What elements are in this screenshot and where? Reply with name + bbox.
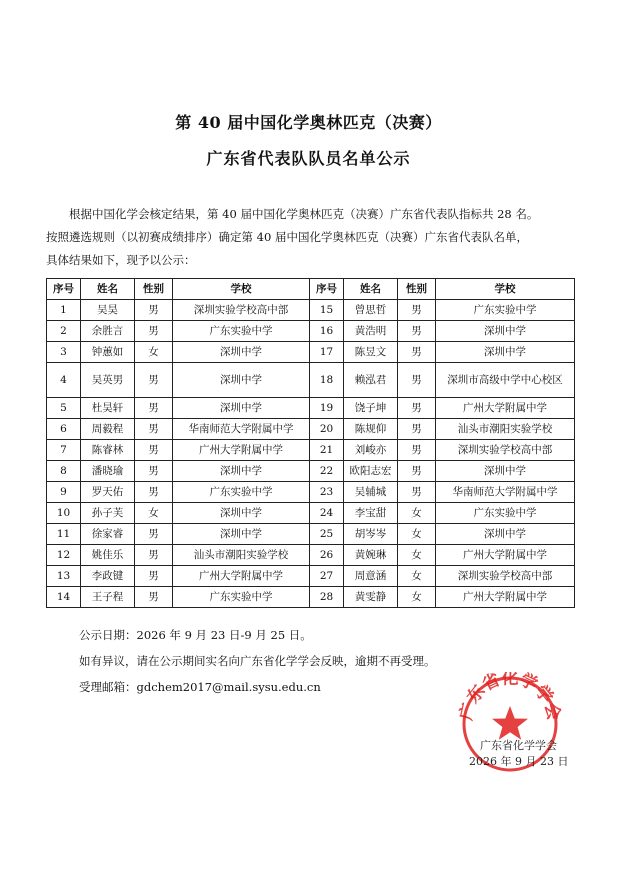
- cell-name: 姚佳乐: [81, 545, 135, 566]
- cell-gender-2: 男: [398, 419, 436, 440]
- header-index: 序号: [47, 279, 81, 300]
- cell-index: 6: [47, 419, 81, 440]
- footer-notes: [79, 622, 436, 700]
- header-gender-2: 性别: [398, 279, 436, 300]
- cell-name-2: 饶子坤: [344, 398, 398, 419]
- cell-gender: 男: [135, 587, 173, 608]
- table-row: [47, 545, 575, 566]
- cell-school: 广州大学附属中学: [173, 440, 310, 461]
- cell-school: 深圳中学: [173, 342, 310, 363]
- cell-school: 深圳中学: [173, 503, 310, 524]
- cell-index: 9: [47, 482, 81, 503]
- cell-school-2: 深圳中学: [436, 461, 575, 482]
- cell-index-2: 26: [310, 545, 344, 566]
- table-row: [47, 342, 575, 363]
- cell-gender-2: 女: [398, 503, 436, 524]
- cell-index-2: 19: [310, 398, 344, 419]
- cell-school: 深圳中学: [173, 524, 310, 545]
- seal-star: [492, 706, 528, 740]
- cell-gender: 男: [135, 398, 173, 419]
- intro-line-1: 根据中国化学会核定结果，第 40 届中国化学奥林匹克（决赛）广东省代表队指标共 28 名。: [69, 207, 539, 221]
- cell-index-2: 17: [310, 342, 344, 363]
- cell-name: 陈睿林: [81, 440, 135, 461]
- table-row: [47, 363, 575, 398]
- cell-gender: 男: [135, 440, 173, 461]
- cell-school-2: 深圳市高级中学中心校区: [436, 363, 575, 398]
- cell-name-2: 赖泓君: [344, 363, 398, 398]
- cell-school-2: 广州大学附属中学: [436, 398, 575, 419]
- intro-paragraph: [46, 203, 586, 272]
- seal-arc-text: 广东省化学学会: [456, 672, 564, 723]
- cell-gender: 男: [135, 545, 173, 566]
- cell-index-2: 15: [310, 300, 344, 321]
- cell-name-2: 曾思哲: [344, 300, 398, 321]
- cell-index-2: 24: [310, 503, 344, 524]
- cell-name-2: 欧阳志宏: [344, 461, 398, 482]
- cell-index-2: 22: [310, 461, 344, 482]
- table-row: [47, 503, 575, 524]
- cell-gender-2: 男: [398, 321, 436, 342]
- cell-gender: 男: [135, 461, 173, 482]
- cell-gender: 男: [135, 566, 173, 587]
- cell-gender-2: 女: [398, 587, 436, 608]
- cell-index-2: 27: [310, 566, 344, 587]
- header-school: 学校: [173, 279, 310, 300]
- document-title: 第 40 届中国化学奥林匹克（决赛）: [175, 113, 442, 132]
- table-row: [47, 566, 575, 587]
- table-row: [47, 524, 575, 545]
- cell-school: 华南师范大学附属中学: [173, 419, 310, 440]
- cell-name-2: 黄浩明: [344, 321, 398, 342]
- cell-index: 13: [47, 566, 81, 587]
- cell-school-2: 汕头市潮阳实验学校: [436, 419, 575, 440]
- cell-school: 广州大学附属中学: [173, 566, 310, 587]
- publicity-period: 公示日期：2026 年 9 月 23 日-9 月 25 日。: [79, 628, 312, 642]
- cell-school-2: 广东实验中学: [436, 503, 575, 524]
- table-row: [47, 300, 575, 321]
- cell-index: 5: [47, 398, 81, 419]
- cell-gender-2: 男: [398, 342, 436, 363]
- cell-index: 8: [47, 461, 81, 482]
- cell-gender-2: 男: [398, 398, 436, 419]
- cell-index-2: 23: [310, 482, 344, 503]
- contact-email: 受理邮箱：gdchem2017@mail.sysu.edu.cn: [79, 680, 321, 694]
- signature-organization: 广东省化学学会: [480, 739, 557, 752]
- header-name-2: 姓名: [344, 279, 398, 300]
- cell-name: 吴英男: [81, 363, 135, 398]
- table-header-row: [47, 279, 575, 300]
- cell-school-2: 广州大学附属中学: [436, 587, 575, 608]
- cell-index: 12: [47, 545, 81, 566]
- cell-gender-2: 男: [398, 363, 436, 398]
- cell-index-2: 16: [310, 321, 344, 342]
- cell-school-2: 广东实验中学: [436, 300, 575, 321]
- cell-school-2: 华南师范大学附属中学: [436, 482, 575, 503]
- cell-name: 李政键: [81, 566, 135, 587]
- cell-school: 深圳中学: [173, 363, 310, 398]
- cell-name-2: 刘峻亦: [344, 440, 398, 461]
- cell-index: 3: [47, 342, 81, 363]
- cell-gender-2: 男: [398, 482, 436, 503]
- cell-school: 广东实验中学: [173, 587, 310, 608]
- cell-school-2: 深圳中学: [436, 524, 575, 545]
- cell-name: 罗天佑: [81, 482, 135, 503]
- table-row: [47, 398, 575, 419]
- cell-index-2: 28: [310, 587, 344, 608]
- cell-name: 孙子芙: [81, 503, 135, 524]
- signature-date: 2026 年 9 月 23 日: [469, 755, 569, 768]
- table-row: [47, 440, 575, 461]
- cell-name-2: 黄雯静: [344, 587, 398, 608]
- cell-school-2: 深圳中学: [436, 342, 575, 363]
- cell-name-2: 吴辅城: [344, 482, 398, 503]
- cell-gender: 女: [135, 342, 173, 363]
- roster-table: [46, 278, 575, 608]
- header-gender: 性别: [135, 279, 173, 300]
- cell-index: 2: [47, 321, 81, 342]
- cell-gender: 男: [135, 482, 173, 503]
- cell-gender-2: 男: [398, 440, 436, 461]
- cell-name-2: 黄婉琳: [344, 545, 398, 566]
- cell-name: 吴昊: [81, 300, 135, 321]
- cell-school-2: 深圳实验学校高中部: [436, 566, 575, 587]
- table-row: [47, 461, 575, 482]
- header-name: 姓名: [81, 279, 135, 300]
- cell-school: 汕头市潮阳实验学校: [173, 545, 310, 566]
- cell-index-2: 21: [310, 440, 344, 461]
- cell-school-2: 广州大学附属中学: [436, 545, 575, 566]
- cell-name: 杜昊轩: [81, 398, 135, 419]
- header-index-2: 序号: [310, 279, 344, 300]
- cell-name: 钟蕙如: [81, 342, 135, 363]
- cell-name-2: 胡岑岑: [344, 524, 398, 545]
- cell-school: 广东实验中学: [173, 482, 310, 503]
- intro-line-2: 按照遴选规则（以初赛成绩排序）确定第 40 届中国化学奥林匹克（决赛）广东省代表队名单，: [46, 230, 528, 244]
- cell-name-2: 周意涵: [344, 566, 398, 587]
- cell-gender-2: 女: [398, 566, 436, 587]
- cell-gender-2: 男: [398, 461, 436, 482]
- cell-school: 深圳中学: [173, 461, 310, 482]
- cell-name: 王子程: [81, 587, 135, 608]
- cell-name: 余胜言: [81, 321, 135, 342]
- cell-school: 广东实验中学: [173, 321, 310, 342]
- cell-gender: 男: [135, 419, 173, 440]
- cell-index: 7: [47, 440, 81, 461]
- cell-name-2: 李宝甜: [344, 503, 398, 524]
- cell-name-2: 陈昱文: [344, 342, 398, 363]
- cell-gender: 男: [135, 524, 173, 545]
- header-school-2: 学校: [436, 279, 575, 300]
- cell-school-2: 深圳实验学校高中部: [436, 440, 575, 461]
- cell-index-2: 20: [310, 419, 344, 440]
- document-subtitle: 广东省代表队队员名单公示: [206, 149, 411, 168]
- cell-gender: 女: [135, 503, 173, 524]
- cell-index: 1: [47, 300, 81, 321]
- cell-gender: 男: [135, 321, 173, 342]
- cell-name-2: 陈规仰: [344, 419, 398, 440]
- cell-index-2: 25: [310, 524, 344, 545]
- intro-line-3: 具体结果如下，现予以公示：: [46, 253, 196, 267]
- cell-gender: 男: [135, 363, 173, 398]
- table-row: [47, 587, 575, 608]
- cell-index: 4: [47, 363, 81, 398]
- cell-index: 14: [47, 587, 81, 608]
- cell-gender-2: 女: [398, 524, 436, 545]
- cell-name: 徐家睿: [81, 524, 135, 545]
- cell-index-2: 18: [310, 363, 344, 398]
- table-row: [47, 482, 575, 503]
- cell-school-2: 深圳中学: [436, 321, 575, 342]
- cell-index: 10: [47, 503, 81, 524]
- cell-name: 周毅程: [81, 419, 135, 440]
- cell-gender: 男: [135, 300, 173, 321]
- cell-gender-2: 女: [398, 545, 436, 566]
- cell-school: 深圳实验学校高中部: [173, 300, 310, 321]
- objection-note: 如有异议，请在公示期间实名向广东省化学学会反映，逾期不再受理。: [79, 654, 436, 668]
- table-row: [47, 321, 575, 342]
- cell-index: 11: [47, 524, 81, 545]
- cell-gender-2: 男: [398, 300, 436, 321]
- cell-name: 潘晓瑜: [81, 461, 135, 482]
- table-row: [47, 419, 575, 440]
- cell-school: 深圳中学: [173, 398, 310, 419]
